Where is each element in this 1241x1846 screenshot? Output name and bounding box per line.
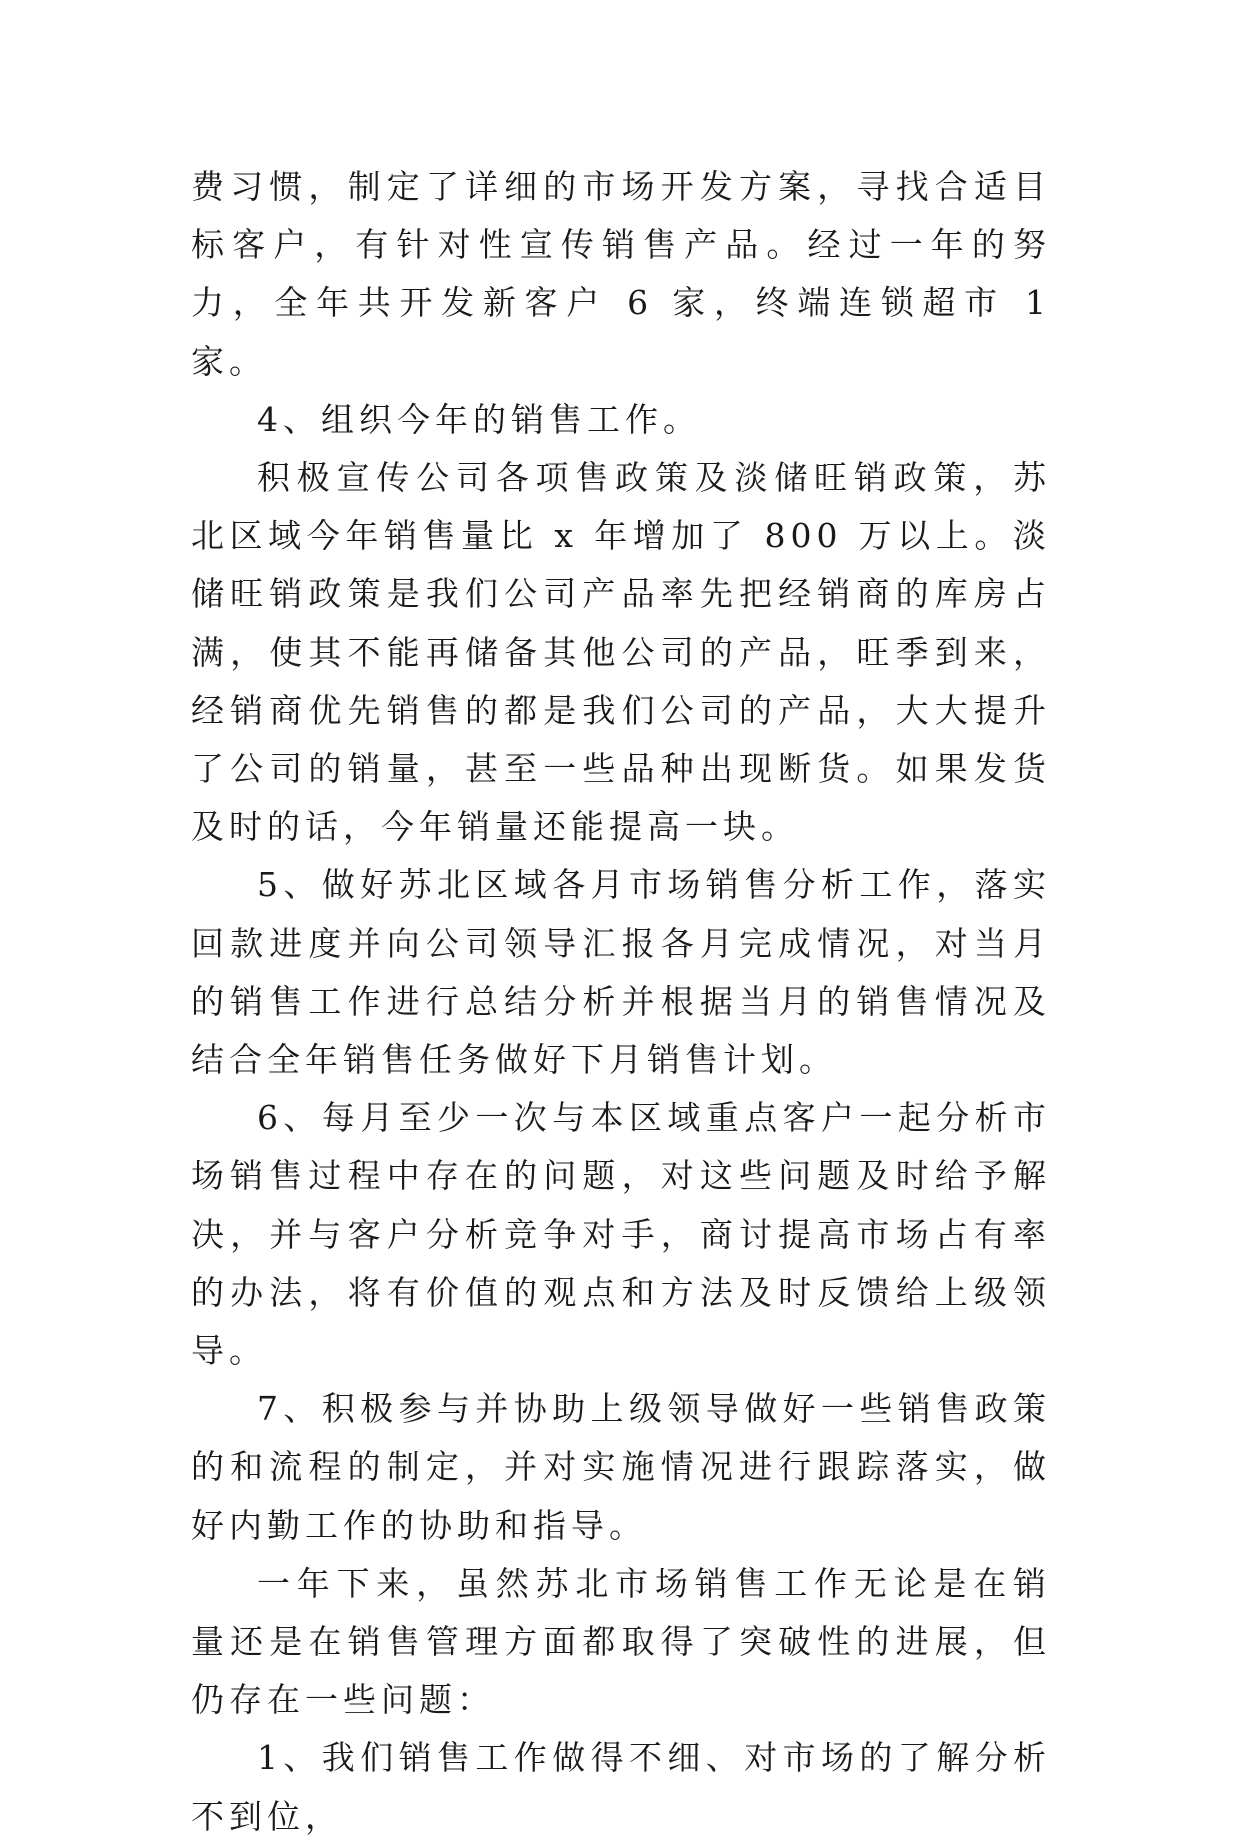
list-item-6: 6、每月至少一次与本区域重点客户一起分析市场销售过程中存在的问题，对这些问题及时给予解决，并与客户分析竞争对手，商讨提高市场占有率的办法，将有价值的观点和方法及时反馈给上级领导。	[191, 1098, 1051, 1371]
paragraph: 一年下来，虽然苏北市场销售工作无论是在销量还是在销售管理方面都取得了突破性的进展，但仍存在一些问题：	[191, 1563, 1051, 1720]
body-text	[191, 158, 1051, 1846]
list-item-5: 5、做好苏北区域各月市场销售分析工作，落实回款进度并向公司领导汇报各月完成情况，对当月的销售工作进行总结分析并根据当月的销售情况及结合全年销售任务做好下月销售计划。	[191, 865, 1051, 1080]
paragraph: 费习惯，制定了详细的市场开发方案，寻找合适目标客户，有针对性宣传销售产品。经过一年的努力，全年共开发新客户 6 家，终端连锁超市 1 家。	[191, 167, 1051, 381]
paragraph: 积极宣传公司各项售政策及淡储旺销政策，苏北区域今年销售量比 x 年增加了 800 万以上。淡储旺销政策是我们公司产品率先把经销商的库房占满，使其不能再储备其他公司的产品，旺季到来，经销商优先销售的都是我们公司的产品，大大提升了公司的销量，甚至一些品种出现断货。如果发货及时的话，今年销量还能提高一块。	[191, 458, 1051, 847]
list-item-7: 7、积极参与并协助上级领导做好一些销售政策的和流程的制定，并对实施情况进行跟踪落实，做好内勤工作的协助和指导。	[191, 1389, 1051, 1545]
list-item-1: 1、我们销售工作做得不细、对市场的了解分析不到位，	[191, 1738, 1051, 1836]
list-item-4: 4、组织今年的销售工作。	[257, 399, 701, 439]
